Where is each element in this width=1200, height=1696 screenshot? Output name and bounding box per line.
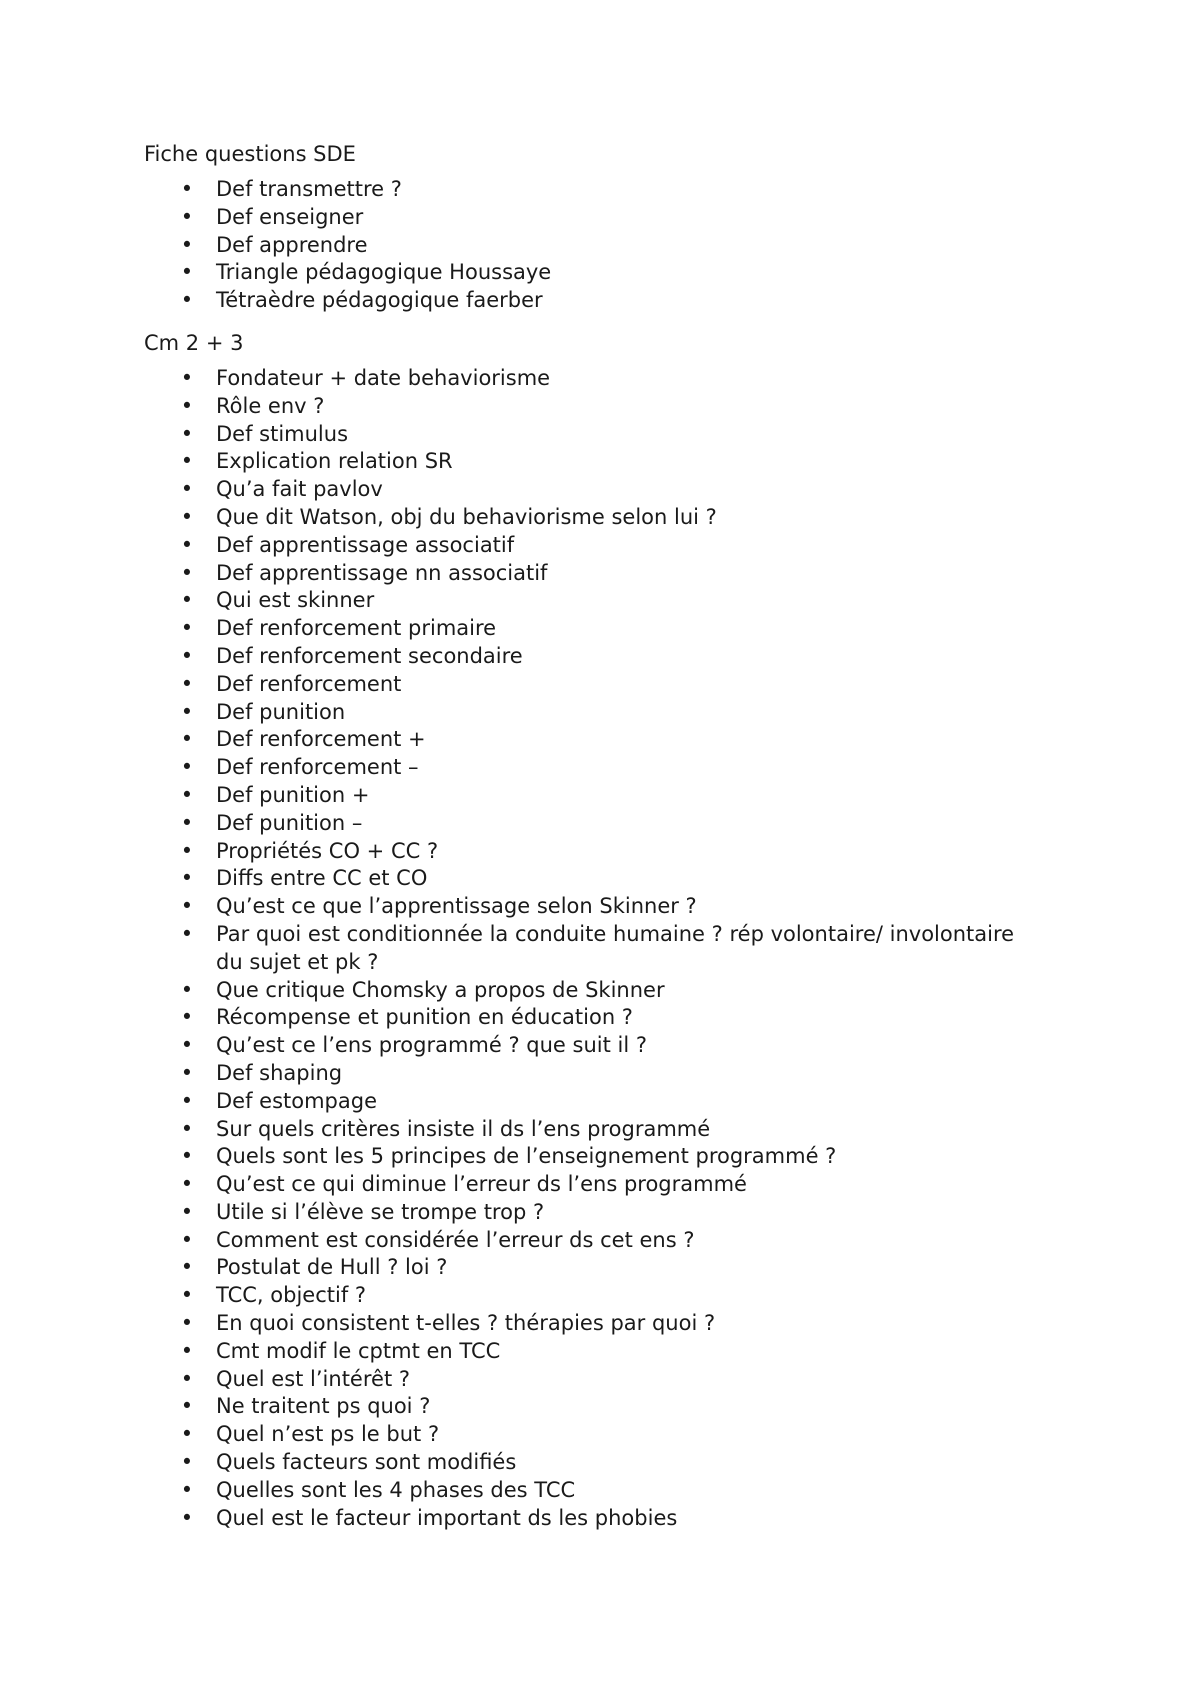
bullet-icon [180,1310,194,1338]
list-item: • Def renforcement primaire [144,615,1044,643]
list-item: • Explication relation SR [144,448,1044,476]
list-item: • Def renforcement secondaire [144,643,1044,671]
bullet-icon [180,560,194,588]
bullet-icon [180,1282,194,1310]
bullet-icon [180,1199,194,1227]
document-content [144,140,1044,1532]
bullet-icon [180,393,194,421]
bullet-icon [180,287,194,315]
list-item: • Propriétés CO + CC ? [144,838,1044,866]
bullet-icon [180,1060,194,1088]
list-item: • Quels sont les 5 principes de l’enseignement programmé ? [144,1143,1044,1171]
bullet-icon [180,532,194,560]
bullet-icon [180,977,194,1005]
bullet-icon [180,1366,194,1394]
list-item: • Utile si l’élève se trompe trop ? [144,1199,1044,1227]
bullet-icon [180,865,194,893]
section-title-cm: Cm 2 + 3 [144,330,244,355]
list-item: • Def punition [144,699,1044,727]
bullet-icon [180,893,194,921]
bullet-icon [180,1088,194,1116]
list-item: • Comment est considérée l’erreur ds cet ens ? [144,1227,1044,1255]
list-item: • Def enseigner [144,204,1044,232]
list-item: • Qu’a fait pavlov [144,476,1044,504]
list-item: • Ne traitent ps quoi ? [144,1393,1044,1421]
bullet-icon [180,421,194,449]
bullet-icon [180,587,194,615]
list-item: • Par quoi est conditionnée la conduite humaine ? rép volontaire/ involontaire du sujet et pk ? [144,921,1044,977]
bullet-icon [180,1004,194,1032]
list-item: • Récompense et punition en éducation ? [144,1004,1044,1032]
list-item: • Def punition + [144,782,1044,810]
list-item: • Que critique Chomsky a propos de Skinner [144,977,1044,1005]
question-list-cm [144,365,1044,1532]
list-item: • Def renforcement [144,671,1044,699]
bullet-icon [180,1505,194,1533]
bullet-icon [180,810,194,838]
bullet-icon [180,1338,194,1366]
bullet-icon [180,176,194,204]
list-item: • Quelles sont les 4 phases des TCC [144,1477,1044,1505]
list-item: • Triangle pédagogique Houssaye [144,259,1044,287]
list-item: • Diffs entre CC et CO [144,865,1044,893]
list-item: • Que dit Watson, obj du behaviorisme selon lui ? [144,504,1044,532]
bullet-icon [180,1449,194,1477]
list-item: • Quel est le facteur important ds les phobies [144,1505,1044,1533]
bullet-icon [180,754,194,782]
list-item: • En quoi consistent t-elles ? thérapies par quoi ? [144,1310,1044,1338]
list-item: • Def transmettre ? [144,176,1044,204]
list-item: • Def apprendre [144,232,1044,260]
bullet-icon [180,232,194,260]
list-item: • Quel n’est ps le but ? [144,1421,1044,1449]
bullet-icon [180,1477,194,1505]
bullet-icon [180,615,194,643]
bullet-icon [180,259,194,287]
list-item: • Tétraèdre pédagogique faerber [144,287,1044,315]
bullet-icon [180,365,194,393]
list-item: • TCC, objectif ? [144,1282,1044,1310]
bullet-icon [180,1032,194,1060]
list-item: • Rôle env ? [144,393,1044,421]
list-item: • Def apprentissage nn associatif [144,560,1044,588]
list-item: • Def renforcement + [144,726,1044,754]
list-item: • Sur quels critères insiste il ds l’ens programmé [144,1116,1044,1144]
bullet-icon [180,448,194,476]
list-item: • Qui est skinner [144,587,1044,615]
bullet-icon [180,838,194,866]
bullet-icon [180,671,194,699]
list-item: • Postulat de Hull ? loi ? [144,1254,1044,1282]
list-item: • Qu’est ce que l’apprentissage selon Skinner ? [144,893,1044,921]
list-item: • Def shaping [144,1060,1044,1088]
bullet-icon [180,782,194,810]
bullet-icon [180,726,194,754]
list-item: • Def estompage [144,1088,1044,1116]
bullet-icon [180,699,194,727]
bullet-icon [180,1254,194,1282]
list-item: • Def punition – [144,810,1044,838]
bullet-icon [180,1421,194,1449]
bullet-icon [180,1143,194,1171]
section-title-questions-sde: Fiche questions SDE [144,142,356,166]
question-list-intro [144,176,1044,315]
list-item: • Qu’est ce qui diminue l’erreur ds l’ens programmé [144,1171,1044,1199]
list-item: • Qu’est ce l’ens programmé ? que suit il ? [144,1032,1044,1060]
bullet-icon [180,921,194,949]
bullet-icon [180,643,194,671]
bullet-icon [180,1116,194,1144]
bullet-icon [180,1171,194,1199]
list-item: • Def renforcement – [144,754,1044,782]
list-item: • Fondateur + date behaviorisme [144,365,1044,393]
list-item: • Def apprentissage associatif [144,532,1044,560]
list-item: • Quel est l’intérêt ? [144,1366,1044,1394]
bullet-icon [180,204,194,232]
list-item: • Def stimulus [144,421,1044,449]
bullet-icon [180,1393,194,1421]
list-item: • Quels facteurs sont modifiés [144,1449,1044,1477]
bullet-icon [180,504,194,532]
bullet-icon [180,476,194,504]
bullet-icon [180,1227,194,1255]
list-item: • Cmt modif le cptmt en TCC [144,1338,1044,1366]
